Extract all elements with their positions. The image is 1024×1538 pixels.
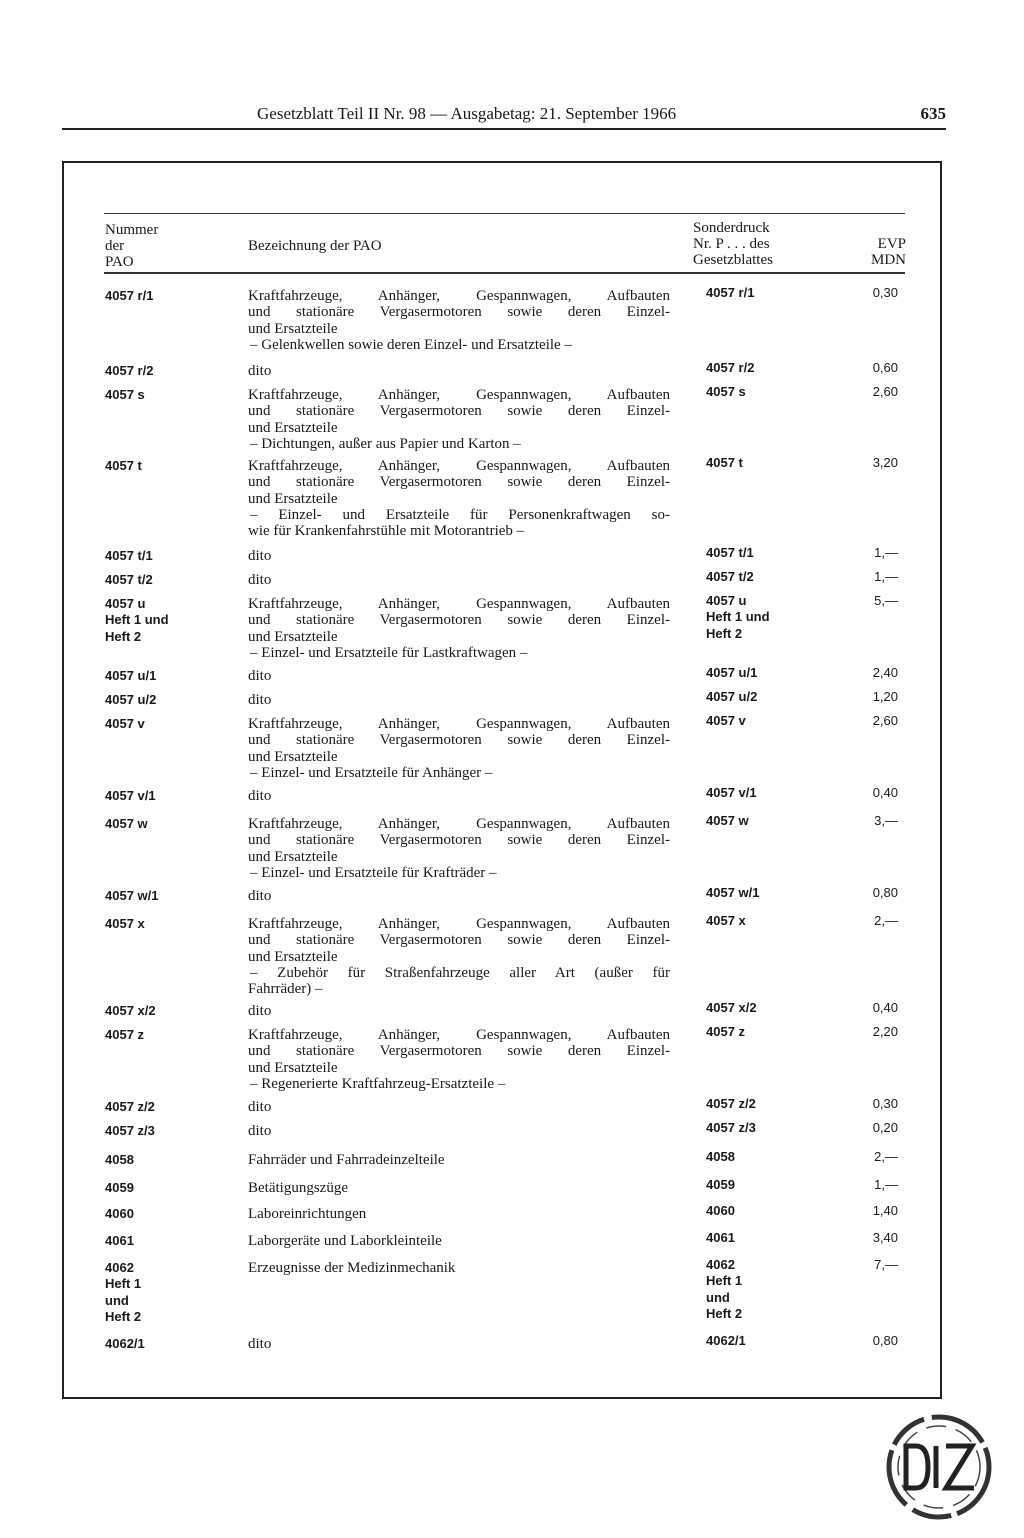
special-print-line: 4062/1 — [706, 1333, 746, 1348]
designation-line: Kraftfahrzeuge, Anhänger, Gespannwagen, Aufbauten — [248, 458, 670, 474]
pao-designation — [248, 1233, 670, 1249]
column-header-evp-line: EVP — [877, 236, 906, 252]
special-print-line: 4057 r/2 — [706, 360, 755, 375]
special-print-number — [706, 1333, 816, 1349]
special-print-line: 4057 v — [706, 713, 746, 728]
evp-price: 0,80 — [872, 885, 898, 900]
table-header-rule — [104, 272, 905, 274]
designation-line: dito — [248, 572, 272, 588]
evp-price: 2,60 — [872, 713, 898, 728]
special-print-line: Heft 1 — [706, 1273, 743, 1289]
pao-designation — [248, 692, 670, 708]
special-print-line: 4057 x/2 — [706, 1000, 757, 1015]
designation-line: Kraftfahrzeuge, Anhänger, Gespannwagen, Aufbauten — [248, 916, 670, 932]
evp-price: 3,— — [874, 813, 898, 828]
pao-number-line: 4061 — [105, 1233, 134, 1248]
evp-price: 0,80 — [872, 1333, 898, 1348]
evp-price: 0,60 — [872, 360, 898, 375]
pao-designation — [248, 888, 670, 904]
special-print-number — [706, 285, 816, 301]
evp-price: 0,20 — [872, 1120, 898, 1135]
pao-designation — [248, 716, 670, 781]
special-print-number — [706, 545, 816, 561]
designation-line: und Ersatzteile — [248, 948, 338, 965]
designation-line: dito — [248, 1123, 272, 1139]
pao-number — [105, 1099, 235, 1115]
column-header-nummer — [105, 222, 225, 270]
evp-price: 2,— — [874, 913, 898, 928]
pao-number-line: Heft 1 und — [105, 612, 169, 628]
pao-number-line: 4057 u/1 — [105, 668, 157, 683]
pao-number — [105, 288, 235, 304]
special-print-number — [706, 1120, 816, 1136]
pao-designation — [248, 1206, 670, 1222]
pao-number-line: 4057 u — [105, 596, 146, 611]
pao-number — [105, 916, 235, 932]
special-print-number — [706, 1024, 816, 1040]
pao-number — [105, 816, 235, 832]
designation-line: und Ersatzteile — [248, 490, 338, 507]
designation-line: Kraftfahrzeuge, Anhänger, Gespannwagen, Aufbauten — [248, 1027, 670, 1043]
special-print-number — [706, 593, 816, 642]
pao-number — [105, 1206, 235, 1222]
designation-line: und stationäre Vergasermotoren sowie deren Einzel- — [248, 932, 670, 949]
special-print-line: und — [706, 1289, 730, 1305]
pao-number — [105, 1180, 235, 1196]
pao-number-line: 4058 — [105, 1152, 134, 1167]
special-print-number — [706, 713, 816, 729]
column-header-evp-line: MDN — [870, 252, 906, 268]
column-header-sonderdruck-line: Nr. P . . . des — [693, 236, 770, 252]
pao-number-line: 4057 u/2 — [105, 692, 157, 707]
page-number: 635 — [920, 104, 946, 123]
evp-price: 0,30 — [872, 285, 898, 300]
evp-price: 1,— — [874, 545, 898, 560]
designation-line: und Ersatzteile — [248, 628, 338, 645]
pao-number-line: 4059 — [105, 1180, 134, 1195]
designation-line: Laboreinrichtungen — [248, 1206, 367, 1222]
evp-price: 3,40 — [872, 1230, 898, 1245]
special-print-line: 4057 w/1 — [706, 885, 760, 900]
special-print-number — [706, 689, 816, 705]
special-print-line: 4057 x — [706, 913, 746, 928]
special-print-number — [706, 1096, 816, 1112]
evp-price: 1,— — [874, 569, 898, 584]
special-print-line: 4057 t/1 — [706, 545, 754, 560]
pao-number — [105, 668, 235, 684]
pao-designation — [248, 668, 670, 684]
special-print-line: 4057 w — [706, 813, 749, 828]
special-print-number — [706, 1177, 816, 1193]
special-print-line: 4057 r/1 — [706, 285, 755, 300]
evp-price: 7,— — [874, 1257, 898, 1272]
designation-line: Kraftfahrzeuge, Anhänger, Gespannwagen, Aufbauten — [248, 816, 670, 832]
pao-number-line: 4057 x/2 — [105, 1003, 156, 1018]
pao-number-line: Heft 2 — [105, 1308, 142, 1324]
pao-number-line: 4057 v/1 — [105, 788, 156, 803]
designation-line: – Einzel- und Ersatzteile für Anhänger – — [250, 764, 493, 781]
pao-number — [105, 1336, 235, 1352]
pao-number — [105, 387, 235, 403]
pao-designation — [248, 916, 670, 997]
pao-number-line: 4057 r/2 — [105, 363, 154, 378]
evp-price: 2,40 — [872, 665, 898, 680]
pao-number-line: 4057 r/1 — [105, 288, 154, 303]
designation-line: und stationäre Vergasermotoren sowie deren Einzel- — [248, 832, 670, 849]
pao-number — [105, 596, 235, 645]
special-print-number — [706, 1257, 816, 1322]
evp-price: 1,20 — [872, 689, 898, 704]
pao-designation — [248, 1099, 670, 1115]
designation-line: und stationäre Vergasermotoren sowie deren Einzel- — [248, 474, 670, 491]
special-print-line: 4057 s — [706, 384, 746, 399]
special-print-line: 4057 z/2 — [706, 1096, 756, 1111]
pao-number — [105, 1260, 235, 1325]
special-print-line: 4061 — [706, 1230, 735, 1245]
diz-stamp — [884, 1412, 994, 1522]
special-print-line: 4058 — [706, 1149, 735, 1164]
special-print-number — [706, 360, 816, 376]
designation-line: und Ersatzteile — [248, 320, 338, 337]
special-print-number — [706, 885, 816, 901]
pao-number — [105, 716, 235, 732]
pao-number-line: Heft 1 — [105, 1276, 142, 1292]
page-header-title: Gesetzblatt Teil II Nr. 98 — Ausgabetag: 21. September 1966 — [257, 104, 677, 123]
pao-number-line: 4057 w/1 — [105, 888, 159, 903]
pao-number — [105, 1233, 235, 1249]
special-print-line: 4057 u/1 — [706, 665, 758, 680]
designation-line: Fahrräder und Fahrradeinzelteile — [248, 1152, 445, 1168]
designation-line: und Ersatzteile — [248, 1059, 338, 1076]
special-print-line: 4057 t/2 — [706, 569, 754, 584]
designation-line: – Dichtungen, außer aus Papier und Karton – — [250, 435, 521, 452]
designation-line: und stationäre Vergasermotoren sowie deren Einzel- — [248, 732, 670, 749]
designation-line: Kraftfahrzeuge, Anhänger, Gespannwagen, Aufbauten — [248, 288, 670, 304]
special-print-line: 4057 z/3 — [706, 1120, 756, 1135]
pao-designation — [248, 1003, 670, 1019]
evp-price: 3,20 — [872, 455, 898, 470]
pao-number-line: 4057 v — [105, 716, 145, 731]
pao-number-line: 4057 w — [105, 816, 148, 831]
pao-number-line: 4057 t/2 — [105, 572, 153, 587]
pao-number — [105, 888, 235, 904]
column-header-sonderdruck-line: Gesetzblattes — [693, 252, 773, 268]
evp-price: 2,— — [874, 1149, 898, 1164]
pao-number-line: und — [105, 1292, 129, 1308]
pao-designation — [248, 1180, 670, 1196]
special-print-number — [706, 1203, 816, 1219]
pao-designation — [248, 1027, 670, 1092]
designation-line: und stationäre Vergasermotoren sowie deren Einzel- — [248, 304, 670, 321]
designation-line: dito — [248, 1336, 272, 1352]
designation-line: Fahrräder) – — [248, 981, 323, 998]
special-print-line: 4057 u/2 — [706, 689, 758, 704]
special-print-line: 4059 — [706, 1177, 735, 1192]
special-print-number — [706, 1230, 816, 1246]
designation-line: dito — [248, 888, 272, 904]
special-print-number — [706, 1149, 816, 1165]
pao-number — [105, 788, 235, 804]
special-print-line: 4062 — [706, 1257, 735, 1272]
pao-number-line: 4062 — [105, 1260, 134, 1275]
designation-line: Kraftfahrzeuge, Anhänger, Gespannwagen, Aufbauten — [248, 716, 670, 732]
column-header-nummer-line: der — [105, 238, 125, 254]
special-print-number — [706, 665, 816, 681]
pao-designation — [248, 363, 670, 379]
pao-designation — [248, 387, 670, 452]
pao-number-line: 4057 z/2 — [105, 1099, 155, 1114]
pao-number-line: Heft 2 — [105, 628, 142, 644]
designation-line: und Ersatzteile — [248, 748, 338, 765]
column-header-sonderdruck-line: Sonderdruck — [693, 220, 770, 236]
designation-line: dito — [248, 548, 272, 564]
special-print-number — [706, 569, 816, 585]
pao-number-line: 4057 x — [105, 916, 145, 931]
special-print-line: 4057 u — [706, 593, 747, 608]
designation-line: dito — [248, 1003, 272, 1019]
pao-designation — [248, 548, 670, 564]
column-header-nummer-line: Nummer — [105, 222, 159, 238]
designation-line: dito — [248, 363, 272, 379]
designation-line: und Ersatzteile — [248, 848, 338, 865]
designation-line: Kraftfahrzeuge, Anhänger, Gespannwagen, Aufbauten — [248, 596, 670, 612]
special-print-number — [706, 913, 816, 929]
designation-line: dito — [248, 692, 272, 708]
designation-line: und stationäre Vergasermotoren sowie deren Einzel- — [248, 403, 670, 420]
designation-line: – Zubehör für Straßenfahrzeuge aller Art (außer für — [250, 964, 670, 981]
designation-line: – Gelenkwellen sowie deren Einzel- und Ersatzteile – — [250, 336, 572, 353]
pao-designation — [248, 458, 670, 539]
pao-number — [105, 1152, 235, 1168]
evp-price: 0,40 — [872, 1000, 898, 1015]
designation-line: dito — [248, 668, 272, 684]
special-print-line: 4057 t — [706, 455, 743, 470]
designation-line: – Einzel- und Ersatzteile für Krafträder – — [250, 864, 497, 881]
pao-number-line: 4060 — [105, 1206, 134, 1221]
pao-designation — [248, 288, 670, 353]
pao-designation — [248, 1260, 670, 1276]
special-print-number — [706, 384, 816, 400]
evp-price: 5,— — [874, 593, 898, 608]
special-print-line: Heft 1 und — [706, 609, 770, 625]
designation-line: Betätigungszüge — [248, 1180, 348, 1196]
pao-designation — [248, 816, 670, 881]
evp-price: 1,— — [874, 1177, 898, 1192]
pao-designation — [248, 1152, 670, 1168]
pao-number-line: 4057 z/3 — [105, 1123, 155, 1138]
special-print-line: Heft 2 — [706, 1305, 743, 1321]
evp-price: 0,40 — [872, 785, 898, 800]
pao-designation — [248, 1123, 670, 1139]
special-print-number — [706, 813, 816, 829]
evp-price: 2,20 — [872, 1024, 898, 1039]
designation-line: – Regenerierte Kraftfahrzeug-Ersatzteile – — [250, 1075, 506, 1092]
designation-line: und stationäre Vergasermotoren sowie deren Einzel- — [248, 612, 670, 629]
designation-line: und stationäre Vergasermotoren sowie deren Einzel- — [248, 1043, 670, 1060]
pao-number — [105, 572, 235, 588]
special-print-number — [706, 1000, 816, 1016]
special-print-line: Heft 2 — [706, 625, 743, 641]
column-header-evp — [820, 236, 906, 268]
evp-price: 1,40 — [872, 1203, 898, 1218]
pao-number — [105, 1027, 235, 1043]
pao-number — [105, 458, 235, 474]
pao-designation — [248, 596, 670, 661]
special-print-line: 4057 z — [706, 1024, 746, 1039]
designation-line: Laborgeräte und Laborkleinteile — [248, 1233, 442, 1249]
pao-number — [105, 1003, 235, 1019]
column-header-nummer-line: PAO — [105, 254, 134, 270]
table-top-rule — [104, 213, 905, 214]
pao-designation — [248, 572, 670, 588]
special-print-line: 4057 v/1 — [706, 785, 757, 800]
header-rule — [62, 128, 946, 130]
pao-number-line: 4057 z — [105, 1027, 145, 1042]
evp-price: 0,30 — [872, 1096, 898, 1111]
column-header-sonderdruck — [693, 220, 833, 268]
designation-line: – Einzel- und Ersatzteile für Lastkraftwagen – — [250, 644, 528, 661]
pao-designation — [248, 1336, 670, 1352]
designation-line: Kraftfahrzeuge, Anhänger, Gespannwagen, Aufbauten — [248, 387, 670, 403]
designation-line: wie für Krankenfahrstühle mit Motorantrieb – — [248, 523, 525, 540]
pao-number — [105, 1123, 235, 1139]
special-print-line: 4060 — [706, 1203, 735, 1218]
pao-number — [105, 692, 235, 708]
column-header-bezeichnung: Bezeichnung der PAO — [248, 238, 382, 254]
pao-number-line: 4057 t — [105, 458, 142, 473]
designation-line: dito — [248, 788, 272, 804]
pao-number-line: 4062/1 — [105, 1336, 145, 1351]
pao-number — [105, 363, 235, 379]
special-print-number — [706, 455, 816, 471]
designation-line: Erzeugnisse der Medizinmechanik — [248, 1260, 456, 1276]
special-print-number — [706, 785, 816, 801]
designation-line: und Ersatzteile — [248, 419, 338, 436]
designation-line: – Einzel- und Ersatzteile für Personenkraftwagen so- — [250, 506, 670, 523]
pao-number-line: 4057 t/1 — [105, 548, 153, 563]
pao-number-line: 4057 s — [105, 387, 145, 402]
evp-price: 2,60 — [872, 384, 898, 399]
designation-line: dito — [248, 1099, 272, 1115]
pao-number — [105, 548, 235, 564]
pao-designation — [248, 788, 670, 804]
